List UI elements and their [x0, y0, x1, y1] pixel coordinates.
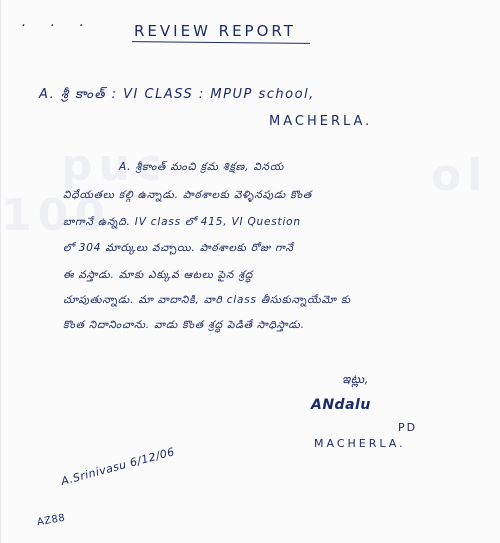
reviewer-code: AZ88: [36, 512, 67, 529]
body-line: చూపుతున్నాడు. మా వాదానికి, వారి class తీసుకున్నాయేమో కు: [63, 294, 351, 306]
reviewer-signature: A.Srinivasu 6/12/06: [59, 445, 177, 488]
watermark-bleed-through: puc 100 ol: [1, 140, 489, 241]
body-line: విధేయతలు కల్గి ఉన్నాడు. పాఠశాలకు వెళ్ళినపుడు కొంత: [63, 189, 312, 201]
body-line: బాగానే ఉన్నది. IV class లో 415, VI Question: [63, 216, 301, 228]
designation: PD: [398, 421, 418, 434]
corner-marks: · · ·: [21, 18, 94, 34]
body-line: కొంత నిదానించాను. వాడు కొంత శ్రద్ధ పెడితే సాధిస్తాడు.: [63, 319, 305, 331]
signature-place: MACHERLA.: [314, 437, 406, 450]
student-address-line-1: A. శ్రీ కాంత్ : VI CLASS : MPUP school,: [39, 87, 315, 102]
title-underline: [132, 41, 310, 44]
report-title: REVIEW REPORT: [134, 22, 296, 40]
signoff: ఇట్లు,: [342, 372, 369, 386]
student-address-line-2: MACHERLA.: [269, 114, 373, 129]
body-line: A. శ్రీకాంత్ మంచి క్రమ శిక్షణ, వినయ: [119, 161, 285, 173]
body-line: లో 304 మార్కులు వచ్చాయి. పాఠశాలకు రోజు గానే: [63, 242, 294, 254]
body-line: ఈ వస్తాడు. మాకు ఎక్కువ ఆటలు పైన శ్రద్ధ: [63, 269, 254, 281]
signature: ANdalu: [311, 397, 371, 413]
